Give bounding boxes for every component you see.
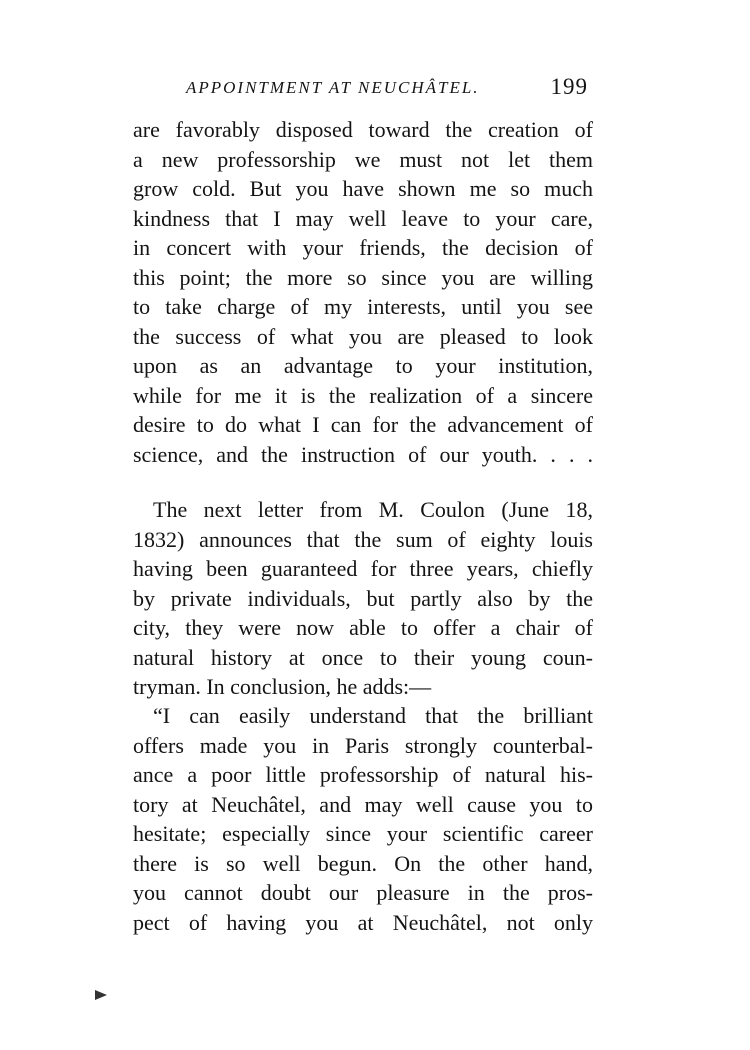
paragraph-narrative — [133, 495, 593, 702]
text-line: are favorably disposed toward the creation of — [133, 117, 593, 142]
text-line: this point; the more so since you are willing — [133, 264, 593, 290]
text-line: science, and the instruction of our youth. . . . — [133, 441, 593, 467]
text-line: there is so well begun. On the other hand, — [133, 850, 593, 876]
text-line: “I can easily understand that the brilliant — [153, 703, 593, 728]
running-title: APPOINTMENT AT NEUCHÂTEL. — [186, 78, 480, 97]
text-line: having been guaranteed for three years, chiefly — [133, 556, 593, 581]
text-line: offers made you in Paris strongly counterbal- — [133, 732, 593, 758]
text-line: the success of what you are pleased to look — [133, 323, 593, 349]
text-line: tryman. In conclusion, he adds:— — [133, 674, 432, 699]
text-line: in concert with your friends, the decision of — [133, 235, 593, 260]
text-line: ance a poor little professorship of natural his- — [133, 762, 593, 787]
text-line: kindness that I may well leave to your care, — [133, 205, 593, 231]
running-header — [180, 74, 590, 104]
paragraph-letter-continuation — [133, 115, 593, 469]
text-line: desire to do what I can for the advancement of — [133, 412, 593, 437]
text-line: grow cold. But you have shown me so much — [133, 176, 593, 201]
text-line: to take charge of my interests, until you see — [133, 294, 593, 319]
text-line: while for me it is the realization of a sincere — [133, 382, 593, 408]
text-line: by private individuals, but partly also by the — [133, 585, 593, 611]
page-number: 199 — [550, 74, 588, 99]
text-line: The next letter from M. Coulon (June 18, — [153, 497, 593, 522]
paragraph-quoted-letter — [133, 701, 593, 937]
text-line: city, they were now able to offer a chair of — [133, 615, 593, 640]
text-line: tory at Neuchâtel, and may well cause you to — [133, 791, 593, 817]
page-corner-mark-icon — [95, 990, 107, 1000]
text-line: hesitate; especially since your scientific career — [133, 821, 593, 846]
text-line: a new professorship we must not let them — [133, 146, 593, 172]
text-line: 1832) announces that the sum of eighty louis — [133, 526, 593, 552]
text-line: pect of having you at Neuchâtel, not only — [133, 909, 593, 935]
text-line: upon as an advantage to your institution, — [133, 353, 593, 378]
text-line: natural history at once to their young coun- — [133, 644, 593, 670]
text-line: you cannot doubt our pleasure in the pros- — [133, 880, 593, 905]
